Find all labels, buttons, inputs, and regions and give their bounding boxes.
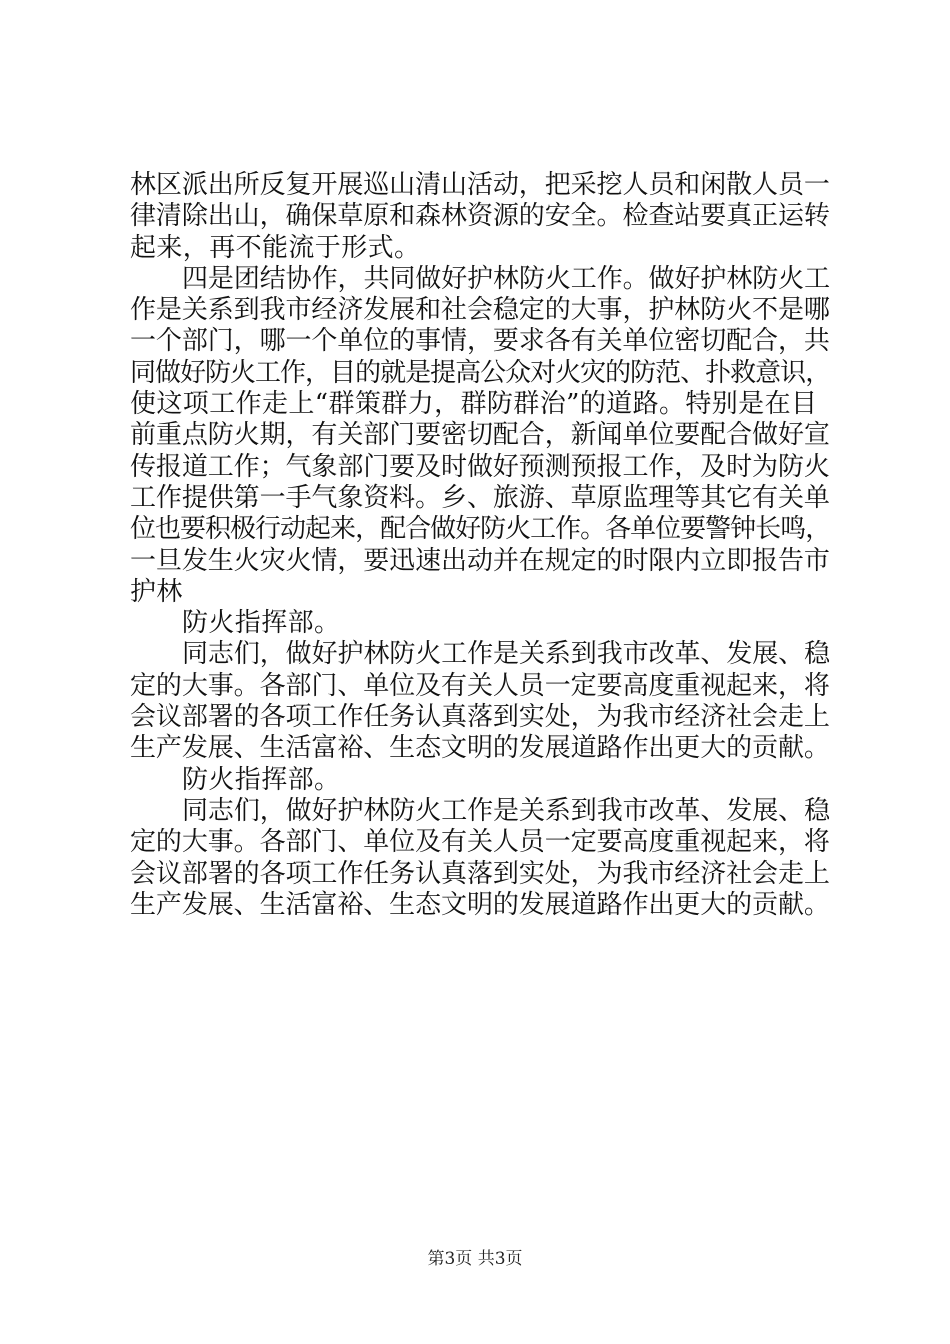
text-line: 前重点防火期，有关部门要密切配合，新闻单位要配合做好宣 [130, 420, 830, 451]
text-line: 会议部署的各项工作任务认真落到实处，为我市经济社会走上 [130, 858, 830, 889]
text-line: 防火指挥部。 [182, 764, 341, 795]
text-line: 作是关系到我市经济发展和社会稳定的大事，护林防火不是哪 [130, 295, 830, 326]
text-line: 同志们，做好护林防火工作是关系到我市改革、发展、稳 [182, 639, 831, 670]
text-line: 护林 [130, 576, 183, 607]
page-footer: 第3页 共3页 [427, 1249, 523, 1269]
text-line: 起来，再不能流于形式。 [130, 232, 421, 263]
text-line: 工作提供第一手气象资料。乡、旅游、草原监理等其它有关单 [130, 482, 830, 513]
text-line: 四是团结协作，共同做好护林防火工作。做好护林防火工 [182, 263, 831, 294]
text-line: 防火指挥部。 [182, 608, 341, 639]
text-line: 律清除出山，确保草原和森林资源的安全。检查站要真正运转 [130, 201, 830, 232]
text-line: 同做好防火工作，目的就是提高公众对火灾的防范、扑救意识， [130, 357, 831, 388]
text-line: 使这项工作走上“群策群力，群防群治”的道路。特别是在目 [130, 389, 818, 420]
text-line: 定的大事。各部门、单位及有关人员一定要高度重视起来，将 [130, 670, 830, 701]
text-line: 生产发展、生活富裕、生态文明的发展道路作出更大的贡献。 [130, 889, 830, 920]
text-line: 传报道工作；气象部门要及时做好预测预报工作，及时为防火 [130, 451, 830, 482]
text-line: 林区派出所反复开展巡山清山活动，把采挖人员和闲散人员一 [130, 170, 830, 200]
text-line: 一旦发生火灾火情，要迅速出动并在规定的时限内立即报告市 [130, 545, 830, 576]
text-line: 生产发展、生活富裕、生态文明的发展道路作出更大的贡献。 [130, 733, 830, 764]
text-line: 定的大事。各部门、单位及有关人员一定要高度重视起来，将 [130, 827, 830, 858]
document-body [130, 170, 830, 921]
text-line: 同志们，做好护林防火工作是关系到我市改革、发展、稳 [182, 795, 831, 826]
text-line: 会议部署的各项工作任务认真落到实处，为我市经济社会走上 [130, 702, 830, 733]
text-line: 位也要积极行动起来，配合做好防火工作。各单位要警钟长鸣， [130, 514, 831, 545]
text-line: 一个部门，哪一个单位的事情，要求各有关单位密切配合，共 [130, 326, 830, 357]
